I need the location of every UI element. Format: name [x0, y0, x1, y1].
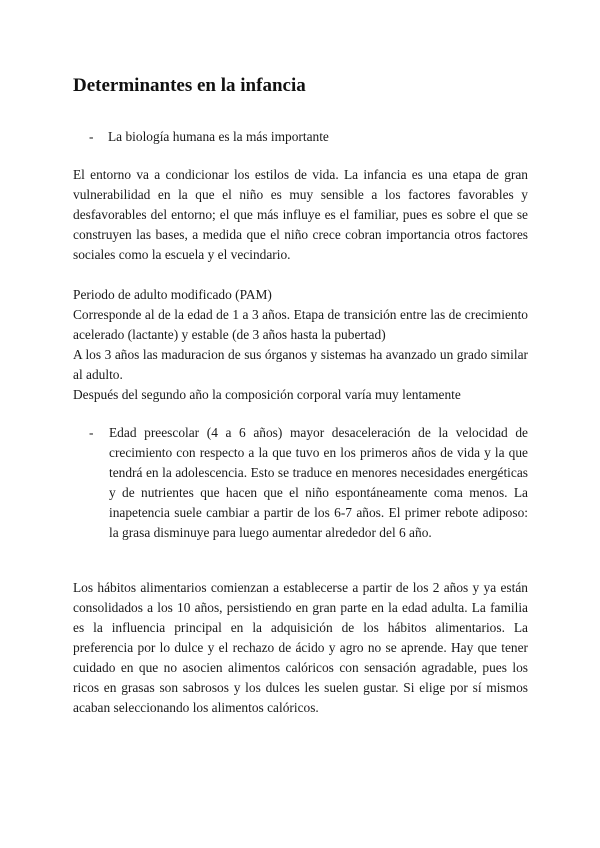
bullet-item-preschool	[73, 423, 528, 543]
pam-heading: Periodo de adulto modificado (PAM)	[73, 287, 272, 302]
pam-line-2: A los 3 años las maduracion de sus órganos y sistemas ha avanzado un grado similar al adulto.	[73, 347, 528, 382]
pam-line-3: Después del segundo año la composición corporal varía muy lentamente	[73, 387, 461, 402]
bullet-item-biology	[73, 127, 528, 147]
document-title: Determinantes en la infancia	[73, 75, 306, 96]
bullet-text: La biología humana es la más importante	[108, 129, 329, 144]
paragraph-entorno: El entorno va a condicionar los estilos de vida. La infancia es una etapa de gran vulnerabilidad en la que el niño es muy sensible a los factores favorables y desfavorables del entorno; el que más influye es el familiar, pues es sobre el que se construyen las bases, a medida que el niño crece cobran importancia otros factores sociales como la escuela y el vecindario.	[73, 167, 528, 262]
pam-line-1: Corresponde al de la edad de 1 a 3 años. Etapa de transición entre las de crecimiento acelerado (lactante) y estable (de 3 años hasta la pubertad)	[73, 307, 528, 342]
bullet-text: Edad preescolar (4 a 6 años) mayor desaceleración de la velocidad de crecimiento con respecto a la que tuvo en los primeros años de vida y la que tendrá en la adolescencia. Esto se traduce en menores necesidades energéticas y de nutrientes que hacen que el niño espontáneamente coma menos. La inapetencia suele cambiar a partir de los 6-7 años. El primer rebote adiposo: la grasa disminuye para luego aumentar alrededor del 6 año.	[109, 425, 528, 540]
pam-section	[73, 285, 528, 405]
bullet-dash: -	[89, 425, 94, 440]
bullet-dash: -	[89, 129, 94, 144]
paragraph-habitos: Los hábitos alimentarios comienzan a establecerse a partir de los 2 años y ya están consolidados a los 10 años, persistiendo en gran parte en la edad adulta. La familia es la influencia principal en la adquisición de los hábitos alimentarios. La preferencia por lo dulce y el rechazo de ácido y agro no se aprende. Hay que tener cuidado en que no asocien alimentos calóricos con sensación agradable, pues los ricos en grasas son sabrosos y los dulces les suelen gustar. Si elige por sí mismos acaban seleccionando los alimentos calóricos.	[73, 580, 528, 715]
